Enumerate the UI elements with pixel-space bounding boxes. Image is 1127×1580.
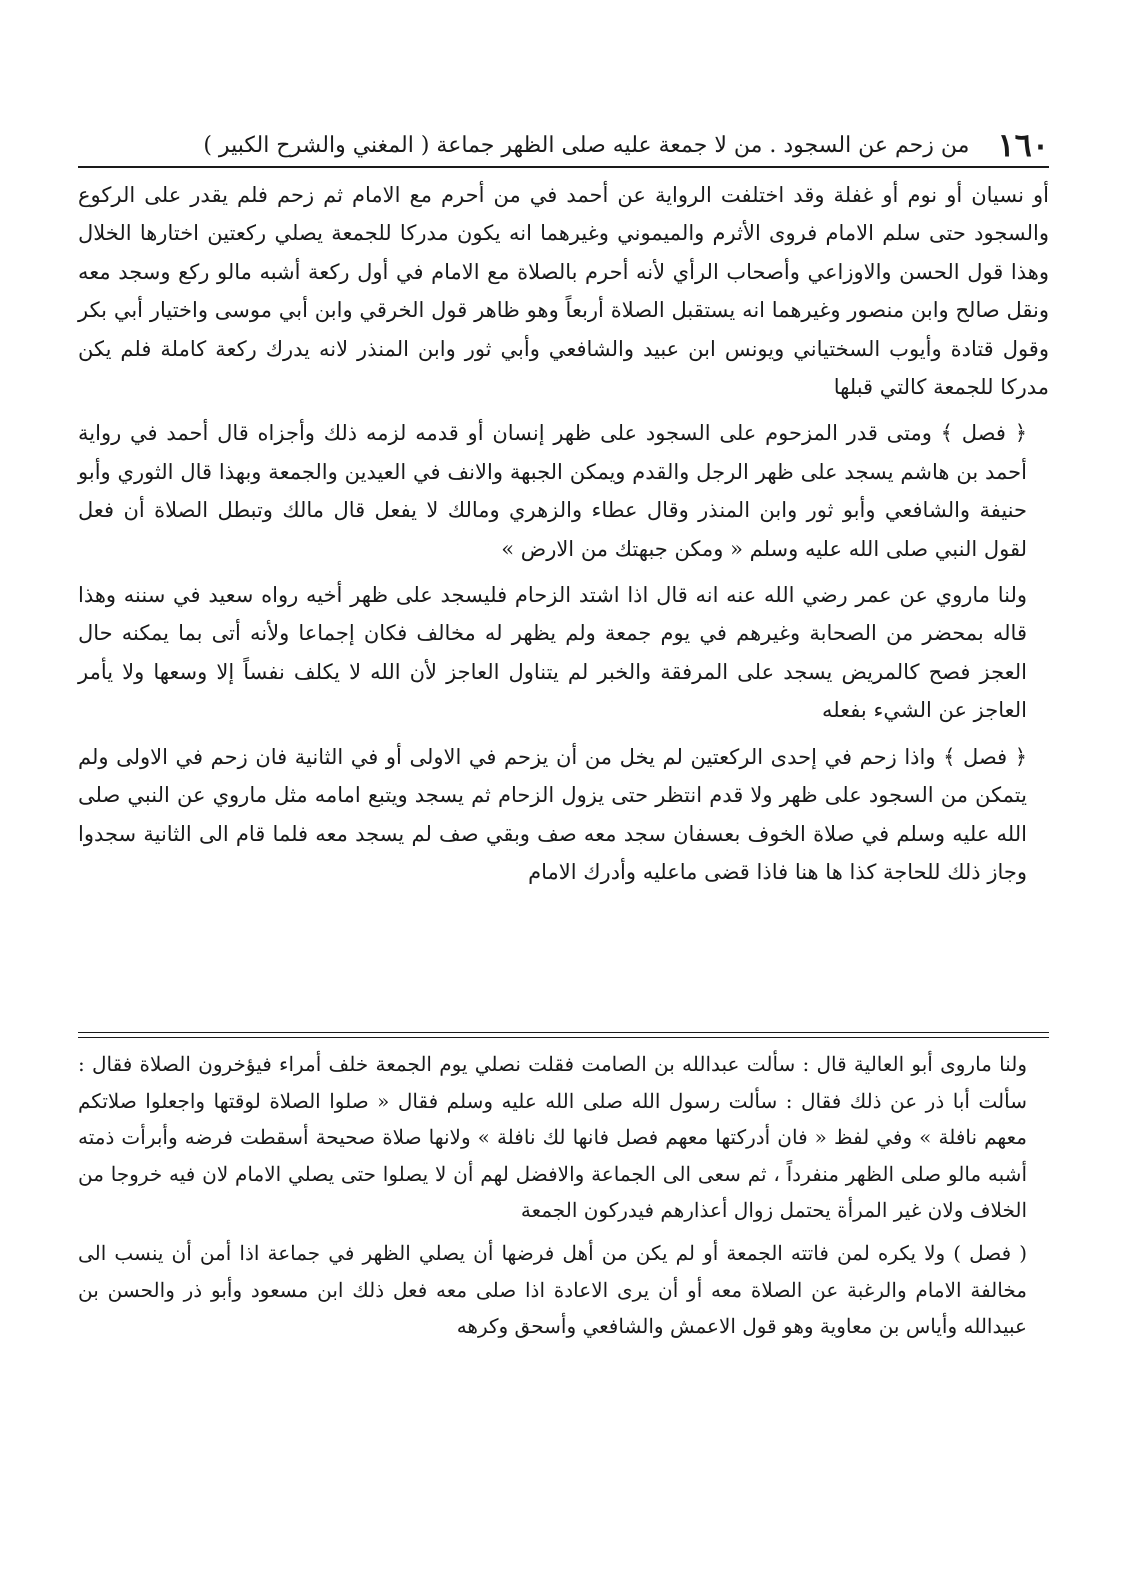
page-number: ١٦٠ — [997, 126, 1049, 164]
running-title: من زحم عن السجود . من لا جمعة عليه صلى الظهر جماعة ( المغني والشرح الكبير ) — [203, 132, 970, 158]
lower-paragraph: ( فصل ) ولا يكره لمن فاتته الجمعة أو لم يكن من أهل فرضها أن يصلي الظهر في جماعة اذا أمن أن ينسب الى مخالفة الامام والرغبة عن الصلاة معه أو أن يرى الاعادة اذا صلى معه فعل ذلك ابن مسعود وأبو ذر والحسن بن عبيدالله وأياس بن معاوية وهو قول الاعمش والشافعي وأسحق وكرهه — [78, 1240, 1027, 1339]
page-header — [78, 124, 1049, 168]
main-paragraph: ولنا ماروي عن عمر رضي الله عنه انه قال اذا اشتد الزحام فليسجد على ظهر أخيه رواه سعيد في سننه وهذا قاله بمحضر من الصحابة وغيرهم في يوم جمعة ولم يظهر له مخالف فكان إجماعا ولأنه أتى بما يمكنه حال العجز فصح كالمريض يسجد على المرفقة والخبر لم يتناول العاجز لأن الله لا يكلف نفساً إلا وسعها ولا يأمر العاجز عن الشيء بفعله — [78, 583, 1027, 723]
main-paragraph: ﴿ فصل ﴾ واذا زحم في إحدى الركعتين لم يخل من أن يزحم في الاولى أو في الثانية فان زحم في الاولى ولم يتمكن من السجود على ظهر ولا قدم انتظر حتى يزول الزحام ثم يسجد ويتبع امامه مثل ماروي عن النبي صلى الله عليه وسلم في صلاة الخوف بعسفان سجد معه صف وبقي صف لم يسجد معه فلما قام الى الثانية سجدوا وجاز ذلك للحاجة كذا ها هنا فاذا قضى ماعليه وأدرك الامام — [78, 744, 1027, 884]
section-divider — [78, 1032, 1049, 1038]
main-paragraph: ﴿ فصل ﴾ ومتى قدر المزحوم على السجود على ظهر إنسان أو قدمه لزمه ذلك وأجزاه قال أحمد في رواية أحمد بن هاشم يسجد على ظهر الرجل والقدم ويمكن الجبهة والانف في العيدين والجمعة وبهذا قال الثوري وأبو حنيفة والشافعي وأبو ثور وابن المنذر وقال عطاء والزهري ومالك لا يفعل قال مالك وتبطل الصلاة أن فعل لقول النبي صلى الله عليه وسلم « ومكن جبهتك من الارض » — [78, 421, 1027, 561]
main-paragraph: أو نسيان أو نوم أو غفلة وقد اختلفت الرواية عن أحمد في من أحرم مع الامام ثم زحم فلم يقدر على الركوع والسجود حتى سلم الامام فروى الأثرم والميموني وغيرهما انه يكون مدركا للجمعة يصلي ركعتين اختارها الخلال وهذا قول الحسن والاوزاعي وأصحاب الرأي لأنه أحرم بالصلاة مع الامام في أول ركعة أشبه مالو ركع وسجد معه ونقل صالح وابن منصور وغيرهما انه يستقبل الصلاة أربعاً وهو ظاهر قول الخرقي وابن أبي موسى واختيار أبي بكر وقول قتادة وأيوب السختياني ويونس ابن عبيد والشافعي وأبي ثور وابن المنذر لانه يدرك ركعة كاملة فلم يكن مدركا للجمعة كالتي قبلها — [78, 183, 1049, 400]
main-text — [78, 176, 1049, 899]
lower-paragraph: ولنا ماروى أبو العالية قال : سألت عبدالله بن الصامت فقلت نصلي يوم الجمعة خلف أمراء فيؤخرون الصلاة فقال : سألت أبا ذر عن ذلك فقال : سألت رسول الله صلى الله عليه وسلم فقال « صلوا الصلاة لوقتها واجعلوا صلاتكم معهم نافلة » وفي لفظ « فان أدركتها معهم فصل فانها لك نافلة » ولانها صلاة صحيحة أسقطت فرضه وأبرأت ذمته أشبه مالو صلى الظهر منفرداً ، ثم سعى الى الجماعة والافضل لهم أن لا يصلوا حتى يصلي الامام لان فيه خروجا من الخلاف ولان غير المرأة يحتمل زوال أعذارهم فيدركون الجمعة — [78, 1052, 1027, 1223]
lower-text — [78, 1046, 1049, 1351]
